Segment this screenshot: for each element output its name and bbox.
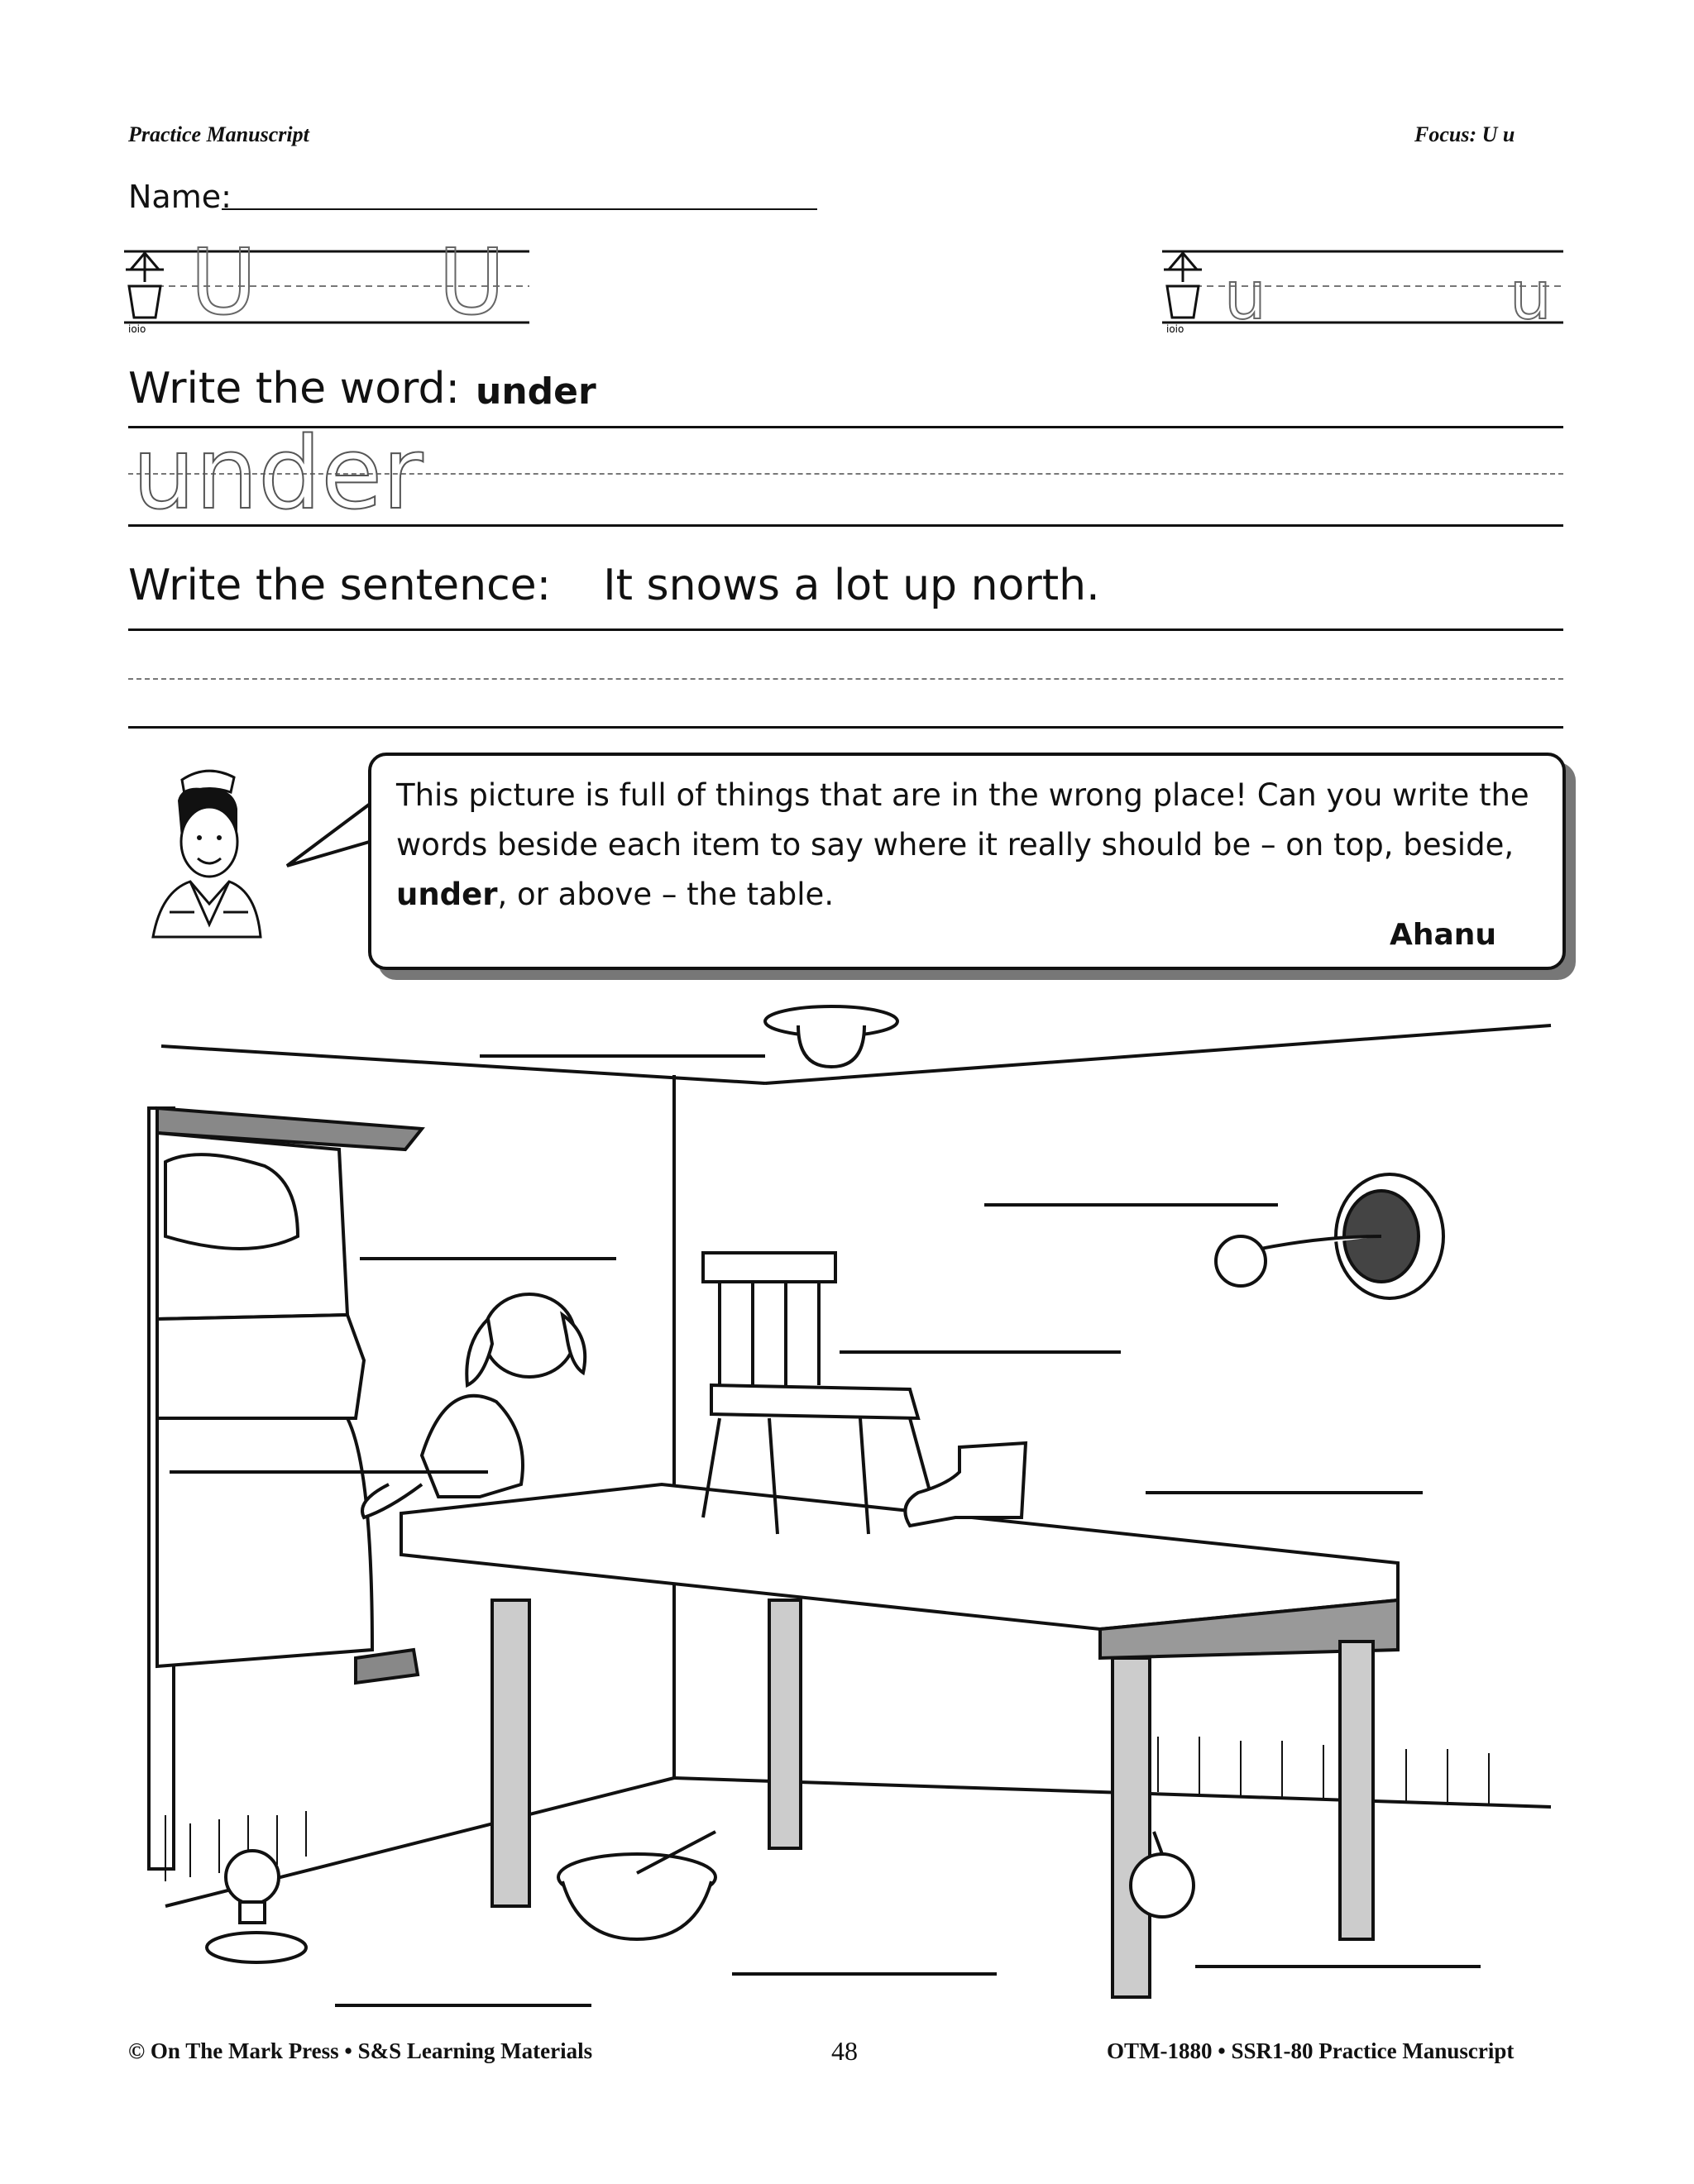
trace-letter-lower-1: u	[1224, 257, 1266, 334]
answer-line-flower-pot[interactable]	[984, 1166, 1278, 1207]
trace-letter-lower-2: u	[1510, 257, 1552, 334]
name-line[interactable]	[222, 208, 817, 210]
answer-line-light-bulb[interactable]	[335, 1968, 591, 2010]
light-bulb-icon	[207, 1851, 306, 1962]
speech-pointer-icon	[285, 798, 376, 881]
sentence-text: It snows a lot up north.	[603, 561, 1100, 610]
page-number: 48	[831, 2036, 858, 2066]
name-label: Name:	[128, 179, 232, 215]
word-writing-area[interactable]	[463, 426, 1563, 524]
svg-text:ioio: ioio	[1166, 323, 1184, 335]
header-focus: Focus: U u	[1414, 122, 1515, 146]
answer-line-pillow[interactable]	[360, 1220, 616, 1261]
upper-letter-practice	[124, 229, 529, 336]
answer-line-apple[interactable]	[1195, 1927, 1481, 1968]
trace-letter-upper-2: U	[438, 229, 505, 335]
answer-line-ceiling-lamp[interactable]	[480, 1017, 765, 1059]
word-prompt-word: under	[476, 370, 596, 413]
sentence-bottom-line	[128, 726, 1563, 729]
footer-copyright: © On The Mark Press • S&S Learning Materials	[128, 2038, 593, 2063]
word-trace: under	[132, 417, 424, 532]
speech-bubble-text	[396, 771, 1538, 920]
bubble-text-after: , or above – the table.	[497, 877, 835, 912]
svg-text:ioio: ioio	[128, 323, 146, 335]
trace-letter-upper-1: U	[190, 229, 257, 335]
speech-bubble	[368, 753, 1566, 970]
bubble-text-before: This picture is full of things that are in the wrong place! Can you write the words beside each item to say where it really should be – on top, beside,	[396, 777, 1529, 863]
answer-line-chair[interactable]	[840, 1315, 1121, 1356]
sentence-writing-area[interactable]	[128, 630, 1563, 726]
ceiling-lamp-icon	[765, 1006, 897, 1067]
bubble-signature: Ahanu	[1389, 918, 1496, 952]
lower-letter-practice	[1162, 245, 1563, 336]
letter-guide-icon	[1162, 245, 1563, 336]
word-prompt-label: Write the word:	[128, 364, 461, 413]
boot-icon	[905, 1443, 1026, 1526]
sentence-prompt-label	[128, 561, 1100, 610]
footer-product: OTM-1880 • SSR1-80 Practice Manuscript	[1107, 2038, 1515, 2063]
header-title: Practice Manuscript	[128, 122, 309, 146]
dog-icon	[362, 1294, 585, 1517]
table-icon	[401, 1484, 1398, 1997]
bed-icon	[157, 1108, 422, 1683]
room-illustration	[141, 988, 1563, 2030]
answer-line-dog[interactable]	[170, 1435, 488, 1476]
bowl-icon	[558, 1832, 715, 1939]
answer-line-bowl[interactable]	[732, 1935, 997, 1976]
bubble-text-bold: under	[396, 877, 498, 912]
answer-line-boot[interactable]	[1146, 1455, 1423, 1497]
sentence-label: Write the sentence:	[128, 561, 552, 610]
